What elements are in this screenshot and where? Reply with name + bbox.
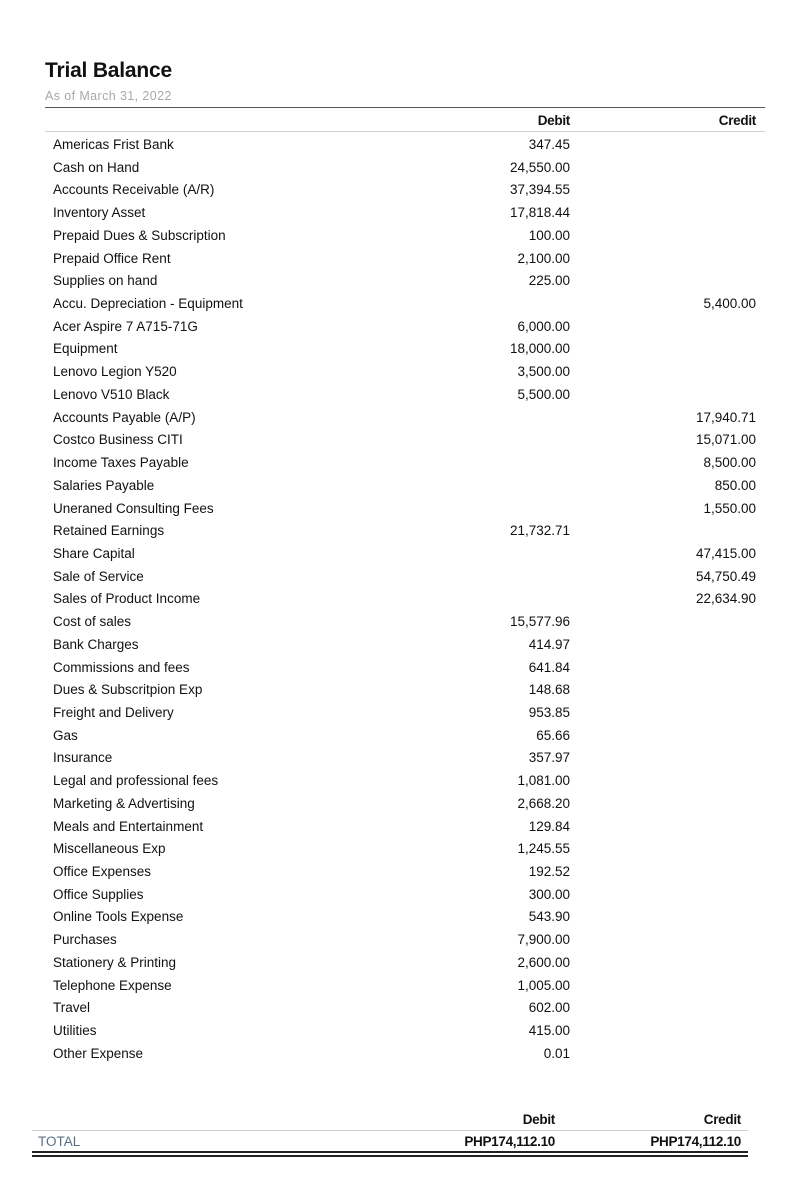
account-name: Lenovo V510 Black	[53, 386, 170, 402]
debit-amount: 24,550.00	[509, 159, 570, 175]
credit-amount: 17,940.71	[695, 409, 756, 425]
account-name: Accu. Depreciation - Equipment	[53, 296, 243, 312]
account-name: Marketing & Advertising	[53, 795, 195, 811]
credit-amount: 15,071.00	[695, 432, 756, 448]
table-row	[0, 974, 806, 997]
debit-amount: 415.00	[528, 1023, 570, 1039]
table-row	[0, 633, 806, 656]
table-row	[0, 337, 806, 360]
debit-amount: 347.45	[528, 137, 570, 152]
account-name: Telephone Expense	[53, 977, 172, 993]
account-name: Americas Frist Bank	[53, 137, 174, 152]
table-row	[0, 360, 806, 383]
account-name: Miscellaneous Exp	[53, 841, 166, 857]
debit-amount: 543.90	[528, 909, 570, 925]
table-row	[0, 474, 806, 497]
account-name: Cash on Hand	[53, 159, 140, 175]
credit-amount: 22,634.90	[695, 591, 756, 607]
total-label: TOTAL	[38, 1134, 81, 1149]
debit-amount: 37,394.55	[509, 182, 570, 198]
table-row	[0, 746, 806, 769]
debit-amount: 225.00	[528, 273, 570, 289]
account-name: Legal and professional fees	[53, 773, 219, 789]
debit-amount: 129.84	[528, 818, 570, 834]
account-name: Prepaid Dues & Subscription	[53, 227, 226, 243]
debit-amount: 17,818.44	[509, 205, 570, 221]
account-name: Travel	[53, 1000, 91, 1016]
credit-amount: 47,415.00	[695, 545, 756, 561]
debit-amount: 100.00	[528, 227, 570, 243]
account-name: Retained Earnings	[53, 523, 165, 539]
header-rule	[45, 131, 765, 132]
table-row	[0, 656, 806, 679]
credit-amount: 5,400.00	[703, 296, 756, 312]
debit-amount: 641.84	[528, 659, 570, 675]
footer-credit-header: Credit	[703, 1112, 741, 1127]
table-row	[0, 383, 806, 406]
debit-amount: 300.00	[528, 886, 570, 902]
account-name: Meals and Entertainment	[53, 818, 204, 834]
table-row	[0, 1019, 806, 1042]
debit-amount: 6,000.00	[517, 318, 570, 334]
account-name: Supplies on hand	[53, 273, 158, 289]
account-name: Inventory Asset	[53, 205, 146, 221]
footer-debit-header: Debit	[522, 1112, 555, 1127]
account-name: Office Supplies	[53, 886, 144, 902]
table-row	[0, 996, 806, 1019]
table-row	[0, 247, 806, 270]
table-row	[0, 497, 806, 520]
debit-amount: 2,668.20	[517, 795, 570, 811]
account-name: Equipment	[53, 341, 118, 357]
account-name: Utilities	[53, 1023, 97, 1039]
account-name: Costco Business CITI	[53, 432, 183, 448]
table-row	[0, 792, 806, 815]
table-row	[0, 565, 806, 588]
account-name: Accounts Receivable (A/R)	[53, 182, 215, 198]
debit-column-header: Debit	[537, 113, 570, 128]
credit-amount: 8,500.00	[703, 455, 756, 471]
report-subtitle: As of March 31, 2022	[45, 89, 172, 103]
account-name: Cost of sales	[53, 614, 132, 630]
table-row	[0, 292, 806, 315]
table-row	[0, 883, 806, 906]
table-row	[0, 269, 806, 292]
table-row	[0, 701, 806, 724]
table-row	[0, 610, 806, 633]
account-name: Income Taxes Payable	[53, 455, 189, 471]
debit-amount: 1,245.55	[517, 841, 570, 857]
account-name: Commissions and fees	[53, 659, 190, 675]
debit-amount: 0.01	[543, 1045, 570, 1061]
debit-amount: 148.68	[528, 682, 570, 698]
footer-rule	[32, 1130, 748, 1131]
table-row	[0, 815, 806, 838]
table-row	[0, 156, 806, 179]
account-rows	[0, 133, 806, 1064]
account-name: Other Expense	[53, 1045, 144, 1061]
table-row	[0, 769, 806, 792]
total-credit: PHP174,112.10	[650, 1134, 741, 1149]
debit-amount: 15,577.96	[509, 614, 570, 630]
table-row	[0, 724, 806, 747]
account-name: Purchases	[53, 932, 117, 948]
account-name: Salaries Payable	[53, 477, 155, 493]
report-title: Trial Balance	[45, 59, 172, 82]
debit-amount: 602.00	[528, 1000, 570, 1016]
table-row	[0, 451, 806, 474]
table-row	[0, 133, 806, 156]
account-name: Stationery & Printing	[53, 954, 177, 970]
debit-amount: 7,900.00	[517, 932, 570, 948]
account-name: Insurance	[53, 750, 113, 766]
table-row	[0, 406, 806, 429]
account-name: Online Tools Expense	[53, 909, 184, 925]
account-name: Share Capital	[53, 545, 135, 561]
account-name: Prepaid Office Rent	[53, 250, 171, 266]
account-name: Acer Aspire 7 A715-71G	[53, 318, 198, 334]
debit-amount: 5,500.00	[517, 386, 570, 402]
debit-amount: 192.52	[528, 864, 570, 879]
table-row	[0, 860, 806, 883]
table-row	[0, 201, 806, 224]
table-row	[0, 928, 806, 951]
debit-amount: 2,600.00	[517, 954, 570, 970]
table-row	[0, 1042, 806, 1065]
debit-amount: 1,005.00	[517, 977, 570, 993]
table-row	[0, 951, 806, 974]
account-name: Lenovo Legion Y520	[53, 364, 177, 380]
account-name: Freight and Delivery	[53, 704, 174, 720]
table-row	[0, 837, 806, 860]
table-row	[0, 428, 806, 451]
debit-amount: 18,000.00	[509, 341, 570, 357]
account-name: Office Expenses	[53, 864, 152, 879]
credit-amount: 54,750.49	[695, 568, 756, 584]
account-name: Bank Charges	[53, 636, 139, 652]
debit-amount: 953.85	[528, 704, 570, 720]
account-name: Uneraned Consulting Fees	[53, 500, 214, 516]
total-debit: PHP174,112.10	[464, 1134, 555, 1149]
table-row	[0, 542, 806, 565]
credit-column-header: Credit	[718, 113, 756, 128]
account-name: Gas	[53, 727, 78, 743]
double-rule-bottom	[32, 1155, 748, 1157]
debit-amount: 1,081.00	[517, 773, 570, 789]
table-row	[0, 519, 806, 542]
table-row	[0, 905, 806, 928]
table-row	[0, 178, 806, 201]
account-name: Sales of Product Income	[53, 591, 201, 607]
table-row	[0, 315, 806, 338]
debit-amount: 2,100.00	[517, 250, 570, 266]
debit-amount: 414.97	[528, 636, 570, 652]
table-row	[0, 678, 806, 701]
debit-amount: 21,732.71	[509, 523, 570, 539]
account-name: Dues & Subscritpion Exp	[53, 682, 203, 698]
debit-amount: 357.97	[528, 750, 570, 766]
account-name: Sale of Service	[53, 568, 144, 584]
debit-amount: 3,500.00	[517, 364, 570, 380]
table-row	[0, 587, 806, 610]
debit-amount: 65.66	[536, 727, 570, 743]
top-rule	[45, 107, 765, 108]
table-row	[0, 224, 806, 247]
credit-amount: 1,550.00	[703, 500, 756, 516]
double-rule-top	[32, 1151, 748, 1153]
account-name: Accounts Payable (A/P)	[53, 409, 196, 425]
credit-amount: 850.00	[714, 477, 756, 493]
